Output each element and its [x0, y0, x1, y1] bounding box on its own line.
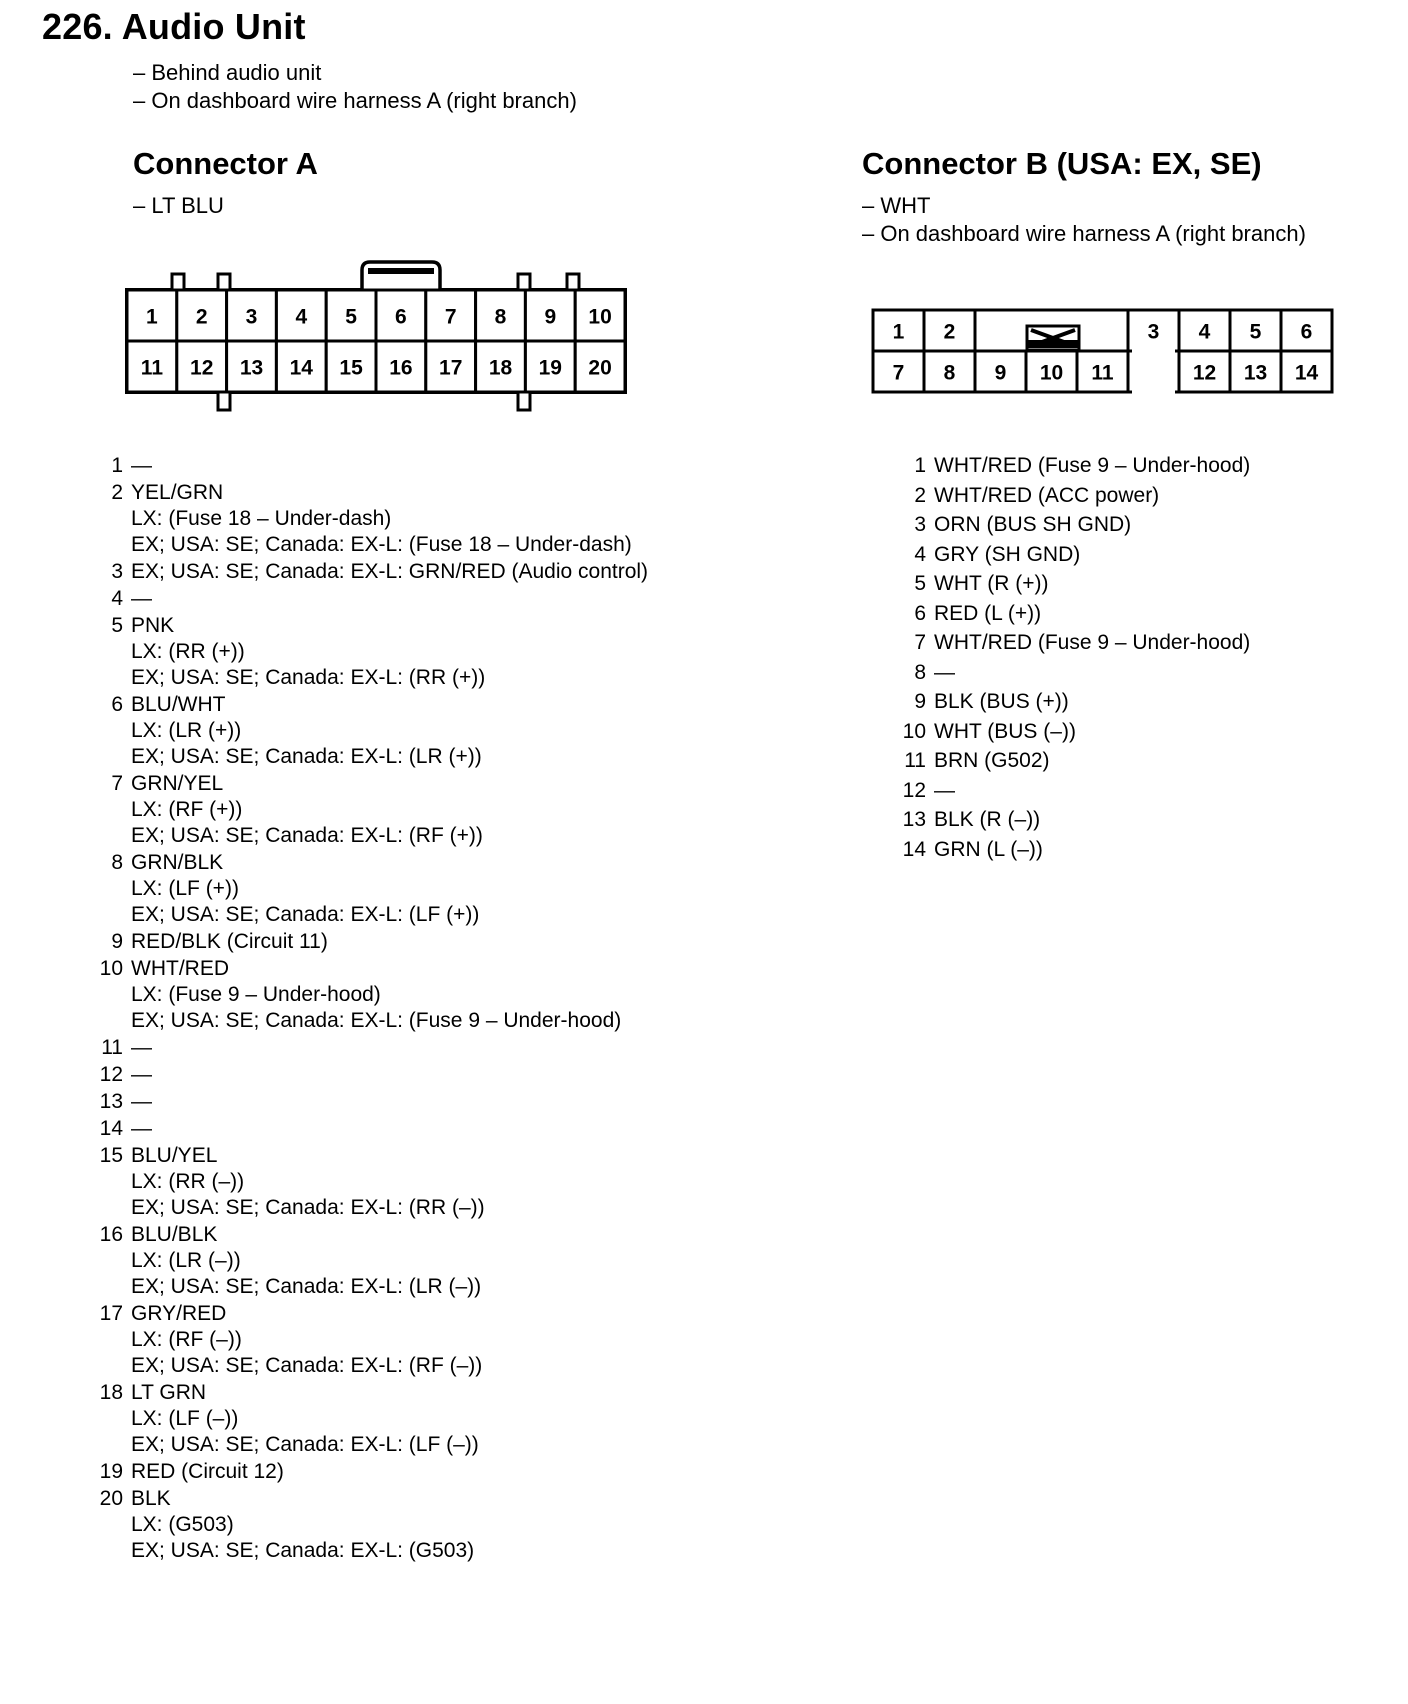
pin-wire: PNK [131, 614, 175, 637]
location-note-1: – Behind audio unit [133, 60, 322, 85]
connector-b-pin-label: 3 [1147, 320, 1160, 344]
pin-variant: LX: (RR (–)) [131, 1170, 245, 1193]
pin-number: 5 [111, 614, 123, 637]
connector-a-pin-list [97, 453, 649, 1565]
pin-variant: LX: (Fuse 9 – Under-hood) [131, 983, 381, 1006]
pin-variant: LX: (RF (+)) [131, 798, 243, 821]
pin-line [97, 480, 632, 506]
pin-wire: — [131, 1036, 152, 1059]
pin-line [97, 1380, 632, 1406]
connector-b-pin-label: 4 [1198, 320, 1211, 344]
pin-number: 9 [914, 690, 926, 713]
pin-line [97, 1486, 632, 1512]
pin-wire: BRN (G502) [934, 749, 1050, 772]
connector-a-pin-label: 13 [239, 356, 264, 380]
pin-number: 11 [904, 749, 926, 772]
pin-number: 5 [914, 572, 926, 595]
connector-b-pin-label: 12 [1192, 361, 1217, 385]
connector-b-pin-label: 5 [1249, 320, 1262, 344]
pin-wire: WHT/RED (ACC power) [934, 483, 1160, 507]
pin-variant: LX: (LR (+)) [131, 719, 242, 742]
connector-b-pin-label: 6 [1300, 320, 1313, 344]
pin-line [97, 1035, 632, 1061]
pin-line [97, 771, 632, 797]
connector-a-pin-label: 12 [190, 356, 214, 380]
pin-variant: EX; USA: SE; Canada: EX-L: (Fuse 9 – Under-hood) [131, 1009, 622, 1032]
pin-wire: BLU/BLK [131, 1223, 218, 1246]
pin-line [97, 692, 632, 718]
pin-wire: GRY/RED [131, 1302, 227, 1325]
connector-a-pin-entry [97, 1301, 632, 1379]
connector-a-pin-entry [97, 1116, 632, 1142]
connector-b-pin-label: 7 [892, 361, 905, 385]
connector-a-pin-label: 19 [538, 356, 562, 380]
connector-b-latch-base [1027, 340, 1079, 348]
pin-number: 10 [99, 957, 123, 980]
connector-a-pin-entry [97, 586, 632, 612]
pin-wire: — [131, 587, 152, 610]
pin-number: 8 [914, 660, 926, 684]
connector-a-pin-entry [97, 453, 632, 479]
pin-line [97, 956, 632, 982]
pin-number: 20 [99, 1487, 123, 1510]
pin-line [97, 1143, 632, 1169]
connector-a-pin-label: 5 [345, 305, 357, 329]
pin-line [97, 929, 632, 955]
connector-b-pin-label: 1 [892, 320, 905, 344]
connector-a-pin-label: 6 [395, 305, 407, 329]
pin-number: 3 [914, 513, 926, 536]
connector-a-pin-entry [97, 1035, 632, 1061]
pin-number: 13 [902, 808, 926, 831]
pin-number: 7 [111, 772, 123, 795]
pin-wire: BLK (R (–)) [934, 808, 1041, 831]
pin-variant: EX; USA: SE; Canada: EX-L: (RR (+)) [131, 666, 486, 689]
pin-variant: EX; USA: SE; Canada: EX-L: (RF (–)) [131, 1354, 483, 1377]
connector-a-pin-label: 9 [544, 305, 557, 329]
pin-wire: GRN/YEL [131, 772, 224, 795]
connector-b-color: – WHT [862, 193, 931, 218]
connector-a-pin-entry [97, 850, 632, 928]
connector-a-pin-label: 17 [439, 356, 463, 380]
pin-wire: GRY (SH GND) [934, 542, 1081, 566]
pin-line [97, 586, 632, 612]
location-note-2: – On dashboard wire harness A (right branch) [133, 88, 577, 113]
connector-b-pin-label: 10 [1039, 361, 1064, 385]
connector-a-pin-entry [97, 613, 632, 691]
pin-number: 8 [111, 851, 123, 874]
pin-wire: — [131, 1063, 152, 1086]
pin-number: 12 [902, 778, 926, 802]
pin-wire: — [131, 1090, 152, 1113]
pin-number: 14 [99, 1117, 123, 1140]
pin-line [97, 453, 632, 479]
pin-wire: LT GRN [131, 1381, 207, 1404]
connector-b-gap [1132, 349, 1175, 396]
connector-a-pin-label: 4 [295, 305, 308, 329]
pin-wire: ORN (BUS SH GND) [934, 513, 1132, 536]
connector-a-pin-label: 16 [389, 356, 413, 380]
connector-a-pin-label: 20 [588, 356, 612, 380]
connector-b-location: – On dashboard wire harness A (right branch) [862, 221, 1306, 246]
pin-number: 17 [99, 1302, 123, 1325]
connector-a-pin-label: 15 [339, 356, 363, 380]
connector-a-pin-entry [97, 1380, 632, 1458]
connector-a-pin-entry [97, 929, 632, 955]
pin-wire: RED (Circuit 12) [131, 1460, 284, 1483]
pin-variant: EX; USA: SE; Canada: EX-L: (RF (+)) [131, 824, 483, 847]
pin-variant: LX: (Fuse 18 – Under-dash) [131, 507, 392, 530]
pin-number: 16 [99, 1223, 123, 1246]
connector-a-pin-label: 10 [588, 305, 612, 329]
pin-wire: YEL/GRN [131, 481, 224, 504]
pin-wire: GRN/BLK [131, 851, 224, 874]
connector-a-pin-label: 14 [289, 356, 313, 380]
pin-line [97, 850, 632, 876]
connector-a-pin-entry [97, 771, 632, 849]
pin-variant: EX; USA: SE; Canada: EX-L: (G503) [131, 1539, 475, 1562]
pin-line [97, 1062, 632, 1088]
connector-a-pin-entry [97, 956, 632, 1034]
pin-number: 1 [914, 454, 926, 477]
pin-wire: — [131, 1117, 152, 1140]
pin-number: 18 [99, 1381, 123, 1404]
connector-b-pin-label: 8 [943, 361, 956, 385]
connector-a-pin-label: 11 [140, 356, 164, 380]
pin-line [97, 1089, 632, 1115]
pin-line [97, 1301, 632, 1327]
pin-wire: EX; USA: SE; Canada: EX-L: GRN/RED (Audio control) [131, 560, 649, 583]
pin-variant: LX: (RR (+)) [131, 640, 245, 663]
pin-number: 2 [111, 481, 123, 504]
pin-number: 1 [111, 454, 123, 477]
pin-variant: LX: (G503) [131, 1513, 234, 1536]
connector-b-pin-label: 13 [1243, 361, 1268, 385]
connector-b-pin-label: 11 [1091, 361, 1114, 385]
pin-wire: — [934, 778, 955, 802]
connector-a-pin-label: 18 [488, 356, 513, 380]
connector-a-pin-entry [97, 1486, 632, 1564]
connector-a-pin-entry [97, 1459, 632, 1485]
page-title: 226. Audio Unit [42, 6, 306, 47]
connector-a-pin-entry [97, 692, 632, 770]
pin-wire: RED/BLK (Circuit 11) [131, 930, 328, 953]
pin-wire: WHT (BUS (–)) [934, 719, 1076, 743]
pin-number: 10 [902, 719, 926, 743]
pin-number: 9 [111, 930, 123, 953]
pin-variant: EX; USA: SE; Canada: EX-L: (LR (–)) [131, 1275, 482, 1298]
pin-wire: BLK (BUS (+)) [934, 690, 1069, 713]
pin-number: 4 [111, 587, 123, 610]
pin-line [97, 1459, 632, 1485]
connector-a-pin-entry [97, 1062, 632, 1088]
connector-b-pin-label: 2 [943, 320, 956, 344]
connector-a-pin-label: 7 [444, 305, 457, 329]
connector-a-title: Connector A [133, 146, 318, 181]
pin-variant: LX: (LF (–)) [131, 1407, 239, 1430]
connector-a-pin-label: 1 [146, 305, 158, 329]
pin-number: 12 [99, 1063, 123, 1086]
pin-number: 13 [99, 1090, 123, 1113]
pin-line [97, 1222, 632, 1248]
pin-variant: EX; USA: SE; Canada: EX-L: (RR (–)) [131, 1196, 485, 1219]
connector-a-pin-entry [97, 1089, 632, 1115]
pin-variant: EX; USA: SE; Canada: EX-L: (LF (–)) [131, 1433, 479, 1456]
pin-number: 6 [111, 693, 123, 716]
pin-wire: WHT/RED [131, 957, 229, 980]
pin-number: 6 [914, 601, 926, 625]
pin-number: 19 [99, 1460, 123, 1483]
pin-variant: LX: (LF (+)) [131, 877, 239, 900]
connector-a-pin-entry [97, 559, 649, 585]
connector-a-pin-label: 8 [494, 305, 507, 329]
connector-a-pin-label: 3 [245, 305, 258, 329]
pin-wire: — [934, 660, 955, 684]
pin-number: 14 [902, 837, 926, 861]
pin-wire: GRN (L (–)) [934, 837, 1043, 861]
pin-variant: LX: (LR (–)) [131, 1249, 241, 1272]
pin-wire: BLU/WHT [131, 693, 226, 716]
pin-variant: LX: (RF (–)) [131, 1328, 242, 1351]
connector-a-pin-entry [97, 1143, 632, 1221]
pin-line [97, 613, 632, 639]
pin-wire: — [131, 454, 152, 477]
pin-variant: EX; USA: SE; Canada: EX-L: (Fuse 18 – Under-dash) [131, 533, 632, 556]
pin-number: 11 [101, 1036, 123, 1059]
pin-line [97, 1116, 632, 1142]
pin-number: 7 [914, 631, 926, 654]
connector-a-pin-entry [97, 480, 632, 558]
connector-a-pin-entry [97, 1222, 632, 1300]
connector-b-title: Connector B (USA: EX, SE) [862, 146, 1262, 181]
pin-line [97, 559, 649, 585]
connector-b-pin-label: 9 [994, 361, 1007, 385]
pin-wire: RED (L (+)) [934, 601, 1042, 625]
pin-number: 2 [914, 483, 926, 507]
pin-wire: WHT/RED (Fuse 9 – Under-hood) [934, 454, 1251, 477]
pin-variant: EX; USA: SE; Canada: EX-L: (LR (+)) [131, 745, 482, 768]
connector-a-color: – LT BLU [133, 193, 224, 218]
pin-wire: BLK [131, 1487, 171, 1510]
pin-number: 3 [111, 560, 123, 583]
pin-wire: WHT/RED (Fuse 9 – Under-hood) [934, 631, 1251, 654]
pin-wire: BLU/YEL [131, 1144, 218, 1167]
connector-b-pin-label: 14 [1294, 361, 1319, 385]
pin-variant: EX; USA: SE; Canada: EX-L: (LF (+)) [131, 903, 480, 926]
connector-a-pin-label: 2 [195, 305, 208, 329]
pin-wire: WHT (R (+)) [934, 572, 1049, 595]
pin-number: 4 [914, 542, 926, 566]
pin-number: 15 [99, 1144, 123, 1167]
